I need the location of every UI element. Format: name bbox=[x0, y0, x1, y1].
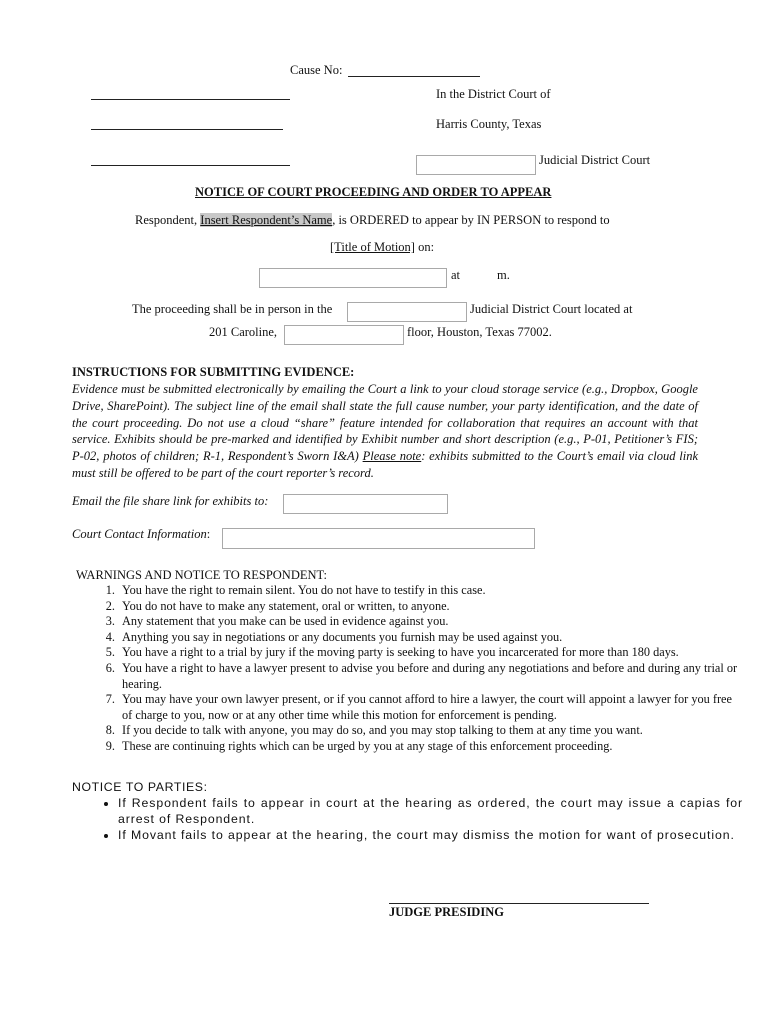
warning-item: 6. You have a right to have a lawyer present to advise you before and during any negotiations and before and during any trial or hearing. bbox=[118, 661, 738, 692]
party-line-2[interactable] bbox=[91, 129, 283, 130]
order-respondent-line bbox=[135, 213, 610, 228]
hearing-date-field[interactable] bbox=[259, 268, 447, 288]
party-line-3[interactable] bbox=[91, 165, 290, 166]
instructions-body bbox=[72, 381, 698, 482]
party-notice-item: • If Movant fails to appear at the hearing, the court may dismiss the motion for want of prosecution. bbox=[118, 828, 743, 844]
please-note-label: Please note bbox=[362, 449, 422, 464]
floor-field[interactable] bbox=[284, 325, 404, 345]
at-label: at bbox=[451, 268, 461, 282]
warning-item: 1. You have the right to remain silent. You do not have to testify in this case. bbox=[118, 583, 738, 599]
warning-item: 2. You do not have to make any statement, oral or written, to anyone. bbox=[118, 599, 738, 615]
proceeding-prefix: The proceeding shall be in person in the bbox=[132, 302, 333, 316]
m-label: m. bbox=[497, 268, 510, 282]
note-text: : exhibits submitted to the Court’s email via cloud link must still be offered to be part of the court reporter’s record. bbox=[72, 449, 699, 480]
warning-item: 8. If you decide to talk with anyone, you may do so, and you may stop talking to them at any time you want. bbox=[118, 723, 738, 739]
judge-signature-line[interactable] bbox=[389, 903, 649, 904]
respondent-name-field[interactable]: Insert Respondent’s Name bbox=[200, 213, 333, 227]
cause-no-line[interactable] bbox=[348, 76, 480, 77]
court-contact-field[interactable] bbox=[222, 528, 535, 549]
instructions-text: Evidence must be submitted electronically by emailing the Court a link to your cloud storage service (e.g., Dropbox, Google Drive, SharePoint). The subject line of the email shall state the full cause number, your party identification, and the date of the court proceeding. Do not use a cloud “share” feature intended for collaboration that requires an account with that service. Exhibits should be pre-marked and identified by Exhibit number and short description (e.g., P-01, Petitioner’s FIS; P-02, photos of children; R-1, Respondent’s Sworn I&A) bbox=[72, 382, 698, 464]
warning-item: 4. Anything you say in negotiations or any documents you furnish may be used against you. bbox=[118, 630, 738, 646]
motion-line bbox=[330, 240, 434, 255]
proceeding-court-field[interactable] bbox=[347, 302, 467, 322]
respondent-prefix: Respondent, bbox=[135, 213, 198, 227]
cause-no-label: Cause No: bbox=[290, 63, 343, 77]
party-notice-item: • If Respondent fails to appear in court at the hearing as ordered, the court may issue a capias for arrest of Respondent. bbox=[118, 796, 743, 828]
motion-suffix: on: bbox=[418, 240, 435, 254]
address-prefix: 201 Caroline, bbox=[209, 325, 278, 339]
contact-label-row bbox=[72, 527, 210, 542]
warnings-heading: WARNINGS AND NOTICE TO RESPONDENT: bbox=[76, 568, 328, 582]
email-field[interactable] bbox=[283, 494, 448, 514]
judge-presiding-label: JUDGE PRESIDING bbox=[389, 905, 504, 919]
document-title: NOTICE OF COURT PROCEEDING AND ORDER TO APPEAR bbox=[195, 185, 552, 199]
motion-title-field[interactable]: [Title of Motion] bbox=[330, 240, 415, 254]
court-line-1: In the District Court of bbox=[436, 87, 551, 101]
warning-item: 5. You have a right to a trial by jury if the moving party is seeking to have you incarcerated for more than 180 days. bbox=[118, 645, 738, 661]
party-line-1[interactable] bbox=[91, 99, 290, 100]
warning-item: 7. You may have your own lawyer present, or if you cannot afford to hire a lawyer, the court will appoint a lawyer for you free of charge to you, now or at any other time while this motion for enforcement is pending. bbox=[118, 692, 738, 723]
proceeding-suffix: Judicial District Court located at bbox=[470, 302, 633, 316]
court-line-3: Judicial District Court bbox=[539, 153, 651, 167]
parties-heading: NOTICE TO PARTIES: bbox=[72, 780, 208, 794]
instructions-heading: INSTRUCTIONS FOR SUBMITTING EVIDENCE: bbox=[72, 365, 355, 379]
respondent-suffix: , is ORDERED to appear by IN PERSON to respond to bbox=[332, 213, 610, 227]
address-suffix: floor, Houston, Texas 77002. bbox=[407, 325, 552, 339]
warnings-list bbox=[72, 583, 738, 755]
court-line-2: Harris County, Texas bbox=[436, 117, 542, 131]
contact-label: Court Contact Information bbox=[72, 527, 207, 541]
contact-colon: : bbox=[206, 527, 211, 541]
warning-item: 3. Any statement that you make can be used in evidence against you. bbox=[118, 614, 738, 630]
parties-list bbox=[72, 796, 743, 843]
warning-item: 9. These are continuing rights which can be urged by you at any stage of this enforcement proceeding. bbox=[118, 739, 738, 755]
email-label: Email the file share link for exhibits to: bbox=[72, 494, 269, 508]
judicial-district-field[interactable] bbox=[416, 155, 536, 175]
